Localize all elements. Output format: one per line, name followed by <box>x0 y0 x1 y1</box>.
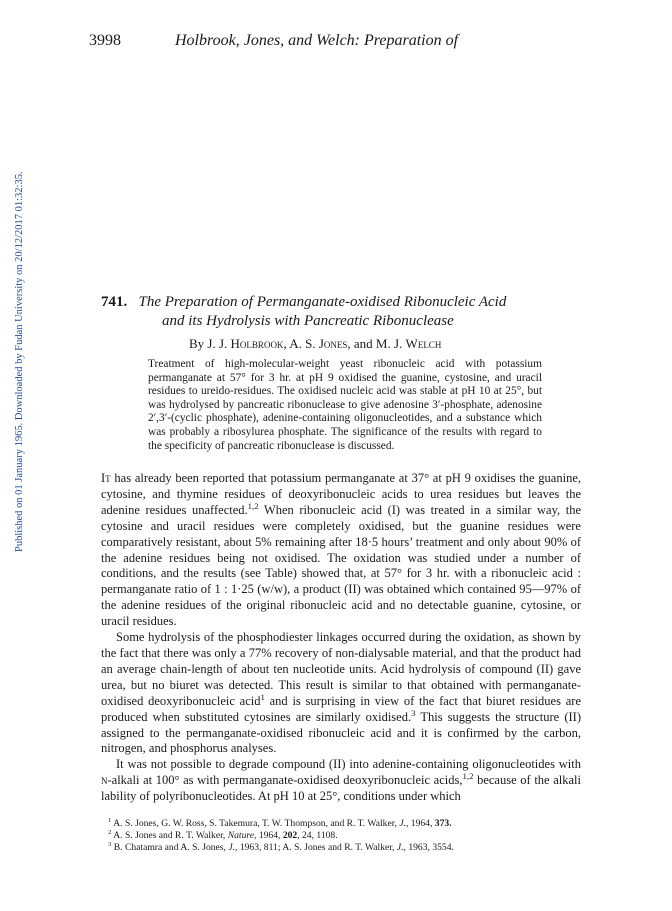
footnote-2-pages: , 24, 1108. <box>297 830 338 841</box>
footnote-3-year-2: , 1963, 3554. <box>403 842 454 853</box>
footnote-2-volume: 202 <box>282 830 298 841</box>
paragraph-3-text-b: -alkali at 100° as with permanganate-oxidised deoxyribonucleic acids, <box>107 773 463 788</box>
footnote-mark: 3 <box>108 840 112 848</box>
footnote-1-journal: J. <box>399 818 406 829</box>
author-jones: Jones <box>318 336 348 351</box>
footnote-2-year: , 1964, <box>254 830 283 841</box>
footnote-3-year: , 1963, 811; A. S. Jones and R. T. Walker, <box>235 842 397 853</box>
abstract: Treatment of high-molecular-weight yeast ribonucleic acid with potassium permanganate at 57° for 3 hr. at pH 9 oxidised the guanine, cystosine, and uracil residues to ureido-residues. The oxidised nucleic acid was stable at pH 10 at 25°, but was hydrolysed by pancreatic ribonuclease to give adenosine 3′-phosphate, adenosine 2′,3′-(cyclic phosphate), adenine-containing oligonucleotides, and a substance which was probably a ribosylurea phosphate. The significance of the results with regard to the specificity of pancreatic ribonuclease is discussed. <box>148 358 542 452</box>
paragraph-2-text-a: Some hydrolysis of the phosphodiester linkages occurred during the oxidation, as shown by the fact that there was only a 77% recovery of non-dialysable material, and that the product had an average chain-length of about ten nucleotide units. Acid hydrolysis of compound (II) gave urea, but no biuret was detected. This result is similar to that obtained with permanganate-oxidised deoxyribonucleic acid <box>101 630 581 708</box>
paragraph-3-text-c: because of the alkali lability of polyribonucleotides. At pH 10 at 25°, conditions under which <box>101 773 581 804</box>
paragraph-2-text-b: and is surprising in view of the fact that biuret residues are produced when substituted cytosines are similarly oxidised. <box>101 693 581 724</box>
page-number: 3998 <box>89 32 121 49</box>
footnote-3-journal-2: J. <box>396 842 404 853</box>
citation-ref: 1,2 <box>462 771 474 782</box>
author-holbrook: Holbrook <box>230 336 284 351</box>
author-prefix: By J. J. <box>189 336 228 351</box>
title-line-2: and its Hydrolysis with Pancreatic Ribonuclease <box>162 313 454 329</box>
footnote-2-text: A. S. Jones and R. T. Walker, <box>111 830 228 841</box>
footnote-3-text: B. Chatamra and A. S. Jones, <box>111 842 229 853</box>
footnote-3 <box>108 842 578 854</box>
footnote-3-journal: J. <box>228 842 236 853</box>
paragraph-3-text-a: It was not possible to degrade compound (II) into adenine-containing oligonucleotides with <box>116 757 581 772</box>
footnote-1-text: A. S. Jones, G. W. Ross, S. Takemura, T. W. Thompson, and R. T. Walker, <box>111 818 400 829</box>
paragraph-1-lead: It <box>101 471 111 485</box>
author-sep-1: , A. S. <box>283 336 316 351</box>
citation-ref: 1 <box>260 691 265 702</box>
paragraph-2 <box>101 630 581 757</box>
title-line-1: The Preparation of Permanganate-oxidised Ribonucleic Acid <box>138 294 507 310</box>
normal-symbol: n <box>101 773 108 788</box>
paragraph-1-text-b: When ribonucleic acid (I) was treated in a similar way, the cytosine and uracil residues were completely oxidised, but the guanine residues were comparatively resistant, about 5% remaining after 18·5 hours’ treatment and only about 90% of the adenine residues being not oxidised. The oxidation was studied under a number of conditions, and the results (see Table) showed that, at 57° for 3 hr. with a ribonucleic acid : permanganate ratio of 1 : 1·25 (w/w), a product (II) was obtained which contained 95—97% of the adenine residues of the original ribonucleic acid and no detectable guanine, cytosine, or uracil residues. <box>101 502 581 629</box>
footnote-1 <box>108 818 578 830</box>
paragraph-1 <box>101 471 581 630</box>
article-number: 741. <box>101 294 128 310</box>
paragraph-1-text-a: has already been reported that potassium permanganate at 37° at pH 9 oxidises the guanine, cytosine, and thymine residues of deoxyribonucleic acids to urea residues but leaves the adenine residues unaffected. <box>101 471 581 517</box>
running-title: Holbrook, Jones, and Welch: Preparation of <box>175 32 459 49</box>
download-watermark[interactable]: Published on 01 January 1965. Downloaded by Fudan University on 20/12/2017 01:32:35. <box>14 171 25 552</box>
citation-ref: 1,2 <box>247 500 259 511</box>
page-header <box>89 32 589 52</box>
citation-ref: 3 <box>411 707 416 718</box>
footnote-mark: 1 <box>108 816 112 824</box>
paragraph-3 <box>101 757 581 805</box>
footnote-mark: 2 <box>108 828 112 836</box>
footnote-2 <box>108 830 578 842</box>
author-sep-2: , and M. J. <box>347 336 403 351</box>
footnote-1-page: 373. <box>432 818 452 829</box>
author-welch: Welch <box>405 336 442 351</box>
body-text <box>101 471 581 805</box>
footnote-1-year: , 1964, <box>405 818 433 829</box>
footnotes <box>108 818 578 854</box>
paragraph-2-text-c: This suggests the structure (II) assigned to the permanganate-oxidised ribonucleic acid and it is confirmed by the carbon, nitrogen, and phosphorus analyses. <box>101 709 581 756</box>
footnote-2-journal: Nature <box>227 830 255 841</box>
article-title <box>101 293 601 331</box>
author-line <box>189 336 441 352</box>
